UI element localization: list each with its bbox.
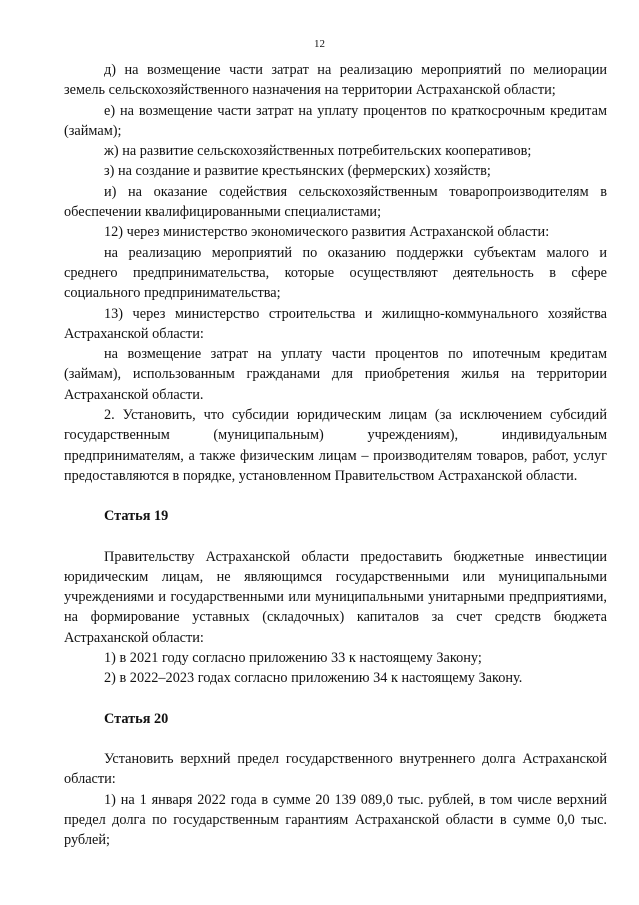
article-19-heading: Статья 19: [104, 508, 169, 525]
paragraph-item-13: 13) через министерство строительства и жилищно-коммунального хозяйства Астраханской области:: [64, 305, 607, 342]
paragraph-zh: ж) на развитие сельскохозяйственных потребительских кооперативов;: [104, 143, 532, 160]
paragraph-item-13-purpose: на возмещение затрат на уплату части процентов по ипотечным кредитам (займам), использованным гражданами для приобретения жилья на территории Астраханской области.: [64, 346, 607, 403]
article-20-heading: Статья 20: [104, 710, 169, 727]
paragraph-z: з) на создание и развитие крестьянских (фермерских) хозяйств;: [104, 163, 491, 180]
article-19-paragraph-item-2: 2) в 2022–2023 годах согласно приложению 34 к настоящему Закону.: [104, 670, 523, 687]
spacer: [64, 689, 607, 709]
page-number: 12: [314, 38, 325, 50]
article-20-paragraph-item-1: 1) на 1 января 2022 года в сумме 20 139 089,0 тыс. рублей, в том числе верхний предел долга по государственным гарантиям Астраханской области в сумме 0,0 тыс. рублей;: [64, 791, 607, 849]
paragraph-e: е) на возмещение части затрат на уплату процентов по краткосрочным кредитам (займам);: [64, 102, 607, 139]
article-19-paragraph-intro: Правительству Астраханской области предоставить бюджетные инвестиции юридическим лицам, не являющимся государственными или муниципальными учреждениями и государственными или муниципальными унитарными предприятиями, на формирование уставных (складочных) капиталов за счет средств бюджета Астраханской области:: [64, 548, 607, 646]
paragraph-item-12: 12) через министерство экономического развития Астраханской области:: [104, 224, 550, 241]
paragraph-i: и) на оказание содействия сельскохозяйственным товаропроизводителям в обеспечении квалифицированными специалистами;: [64, 183, 607, 221]
document-body: [64, 60, 607, 850]
paragraph-clause-2: 2. Установить, что субсидии юридическим лицам (за исключением субсидий государственным (муниципальным) учреждениям), индивидуальным предпринимателям, а также физическим лицам – производителям товаров, работ, услуг предоставляются в порядке, установленном Правительством Астраханской области.: [64, 407, 607, 484]
article-19-paragraph-item-1: 1) в 2021 году согласно приложению 33 к настоящему Закону;: [104, 650, 482, 667]
article-20-paragraph-intro: Установить верхний предел государственного внутреннего долга Астраханской области:: [64, 750, 607, 788]
spacer: [64, 486, 607, 506]
paragraph-d: д) на возмещение части затрат на реализацию мероприятий по мелиорации земель сельскохозяйственного назначения на территории Астраханской области;: [64, 62, 607, 99]
spacer: [64, 527, 607, 547]
paragraph-item-12-purpose: на реализацию мероприятий по оказанию поддержки субъектам малого и среднего предпринимательства, которые осуществляют деятельность в сфере социального предпринимательства;: [64, 244, 607, 302]
spacer: [64, 729, 607, 749]
